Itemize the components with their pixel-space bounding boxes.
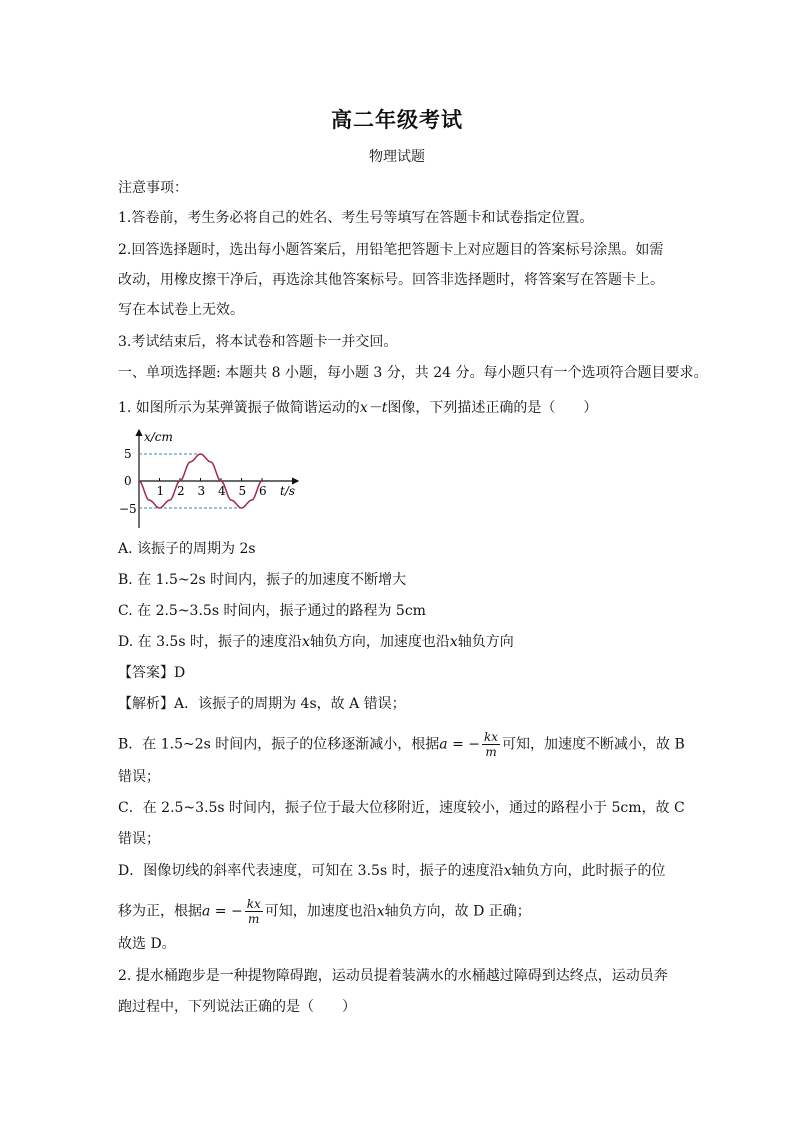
page-title: 高二年级考试 — [331, 107, 463, 132]
note-2-line-3: 写在本试卷上无效。 — [118, 302, 244, 318]
note-3: 3.考试结束后，将本试卷和答题卡一并交回。 — [118, 334, 398, 350]
q1-analysis-d-line1 — [118, 861, 665, 881]
q1-analysis-d-part3: 移为正，根据 — [118, 903, 202, 920]
notes-heading: 注意事项： — [118, 180, 188, 196]
y-tick-5: 5 — [124, 447, 132, 461]
formula-denominator: m — [485, 745, 497, 759]
var-x: x — [376, 903, 385, 920]
formula-numerator: kx — [484, 730, 499, 744]
section-heading: 一、单项选择题: 本题共 8 小题，每小题 3 分，共 24 分。每小题只有一个选项符合题目要求。 — [118, 365, 708, 381]
q1-analysis-d-part1: D．图像切线的斜率代表速度，可知在 3.5s 时，振子的速度沿 — [118, 863, 504, 879]
q1-option-a: A. 该振子的周期为 2s — [118, 541, 256, 557]
q1-analysis-c-line2: 错误； — [118, 831, 160, 847]
y-tick-0: 0 — [124, 474, 132, 488]
x-tick-label: 6 — [259, 484, 267, 498]
q1-stem — [118, 398, 597, 418]
formula-fraction — [482, 730, 500, 759]
q1-analysis-b-part1: B．在 1.5~2s 时间内，振子的位移逐渐减小，根据 — [118, 736, 440, 753]
q1-option-b: B. 在 1.5~2s 时间内，振子的加速度不断增大 — [118, 572, 407, 588]
q1-analysis-d-part4: 可知，加速度也沿 — [264, 903, 377, 920]
x-tick-label: 3 — [197, 484, 206, 498]
x-axis-label: t/s — [280, 484, 296, 498]
q1-analysis-d-line2 — [118, 897, 531, 926]
q2-line-2: 跑过程中，下列说法正确的是（ ） — [118, 999, 356, 1015]
formula-lhs: a = − — [202, 903, 243, 920]
q1-option-d-part3: 轴负方向 — [457, 634, 514, 650]
x-tick-label: 5 — [238, 484, 247, 498]
formula-numerator: kx — [246, 897, 261, 911]
q1-analysis-c-line1: C．在 2.5~3.5s 时间内，振子位于最大位移附近，速度较小，通过的路程小于 5cm，故 C — [118, 800, 685, 816]
q1-analysis-d-part2: 轴负方向，此时振子的位 — [511, 863, 666, 879]
q1-stem-var: x－t — [359, 400, 388, 416]
formula-lhs: a = − — [439, 736, 480, 753]
formula-denominator: m — [248, 912, 260, 926]
note-2-line-1: 2.回答选择题时，选出每小题答案后，用铅笔把答题卡上对应题目的答案标号涂黑。如需 — [118, 242, 664, 258]
q2-line-1: 2. 提水桶跑步是一种提物障碍跑，运动员提着装满水的水桶越过障碍到达终点，运动员奔 — [118, 968, 668, 984]
note-2-line-2: 改动，用橡皮擦干净后，再选涂其他答案标号。回答非选择题时，将答案写在答题卡上。 — [118, 272, 664, 288]
formula-fraction — [245, 897, 263, 926]
q1-analysis-b-line1 — [118, 730, 685, 759]
y-axis-label: x/cm — [144, 430, 173, 444]
x-tick-label: 4 — [218, 484, 226, 498]
var-x: x — [449, 634, 458, 650]
q1-analysis-b-line2: 错误； — [118, 769, 160, 785]
q1-stem-part1: 1. 如图所示为某弹簧振子做简谐运动的 — [118, 400, 360, 416]
var-x: x — [503, 863, 512, 879]
q1-option-d-part1: D. 在 3.5s 时，振子的速度沿 — [118, 634, 302, 650]
q1-option-d — [118, 632, 514, 652]
page-subtitle: 物理试题 — [369, 149, 425, 165]
q1-analysis-d-part5: 轴负方向，故 D 正确； — [384, 903, 531, 920]
q1-option-d-part2: 轴负方向，加速度也沿 — [309, 634, 450, 650]
q1-analysis-b-part2: 可知，加速度不断减小，故 B — [502, 736, 685, 753]
var-x: x — [301, 634, 310, 650]
x-tick-label: 2 — [177, 484, 185, 498]
q1-stem-part2: 图像，下列描述正确的是（ ） — [387, 400, 598, 416]
q1-option-c: C. 在 2.5~3.5s 时间内，振子通过的路程为 5cm — [118, 603, 426, 619]
q1-conclusion: 故选 D。 — [118, 936, 176, 952]
q1-answer: 【答案】D — [118, 665, 186, 681]
q1-xt-graph — [118, 428, 308, 532]
x-tick-label: 1 — [156, 484, 165, 498]
y-tick-neg5: −5 — [119, 502, 137, 516]
note-1: 1.答卷前，考生务必将自己的姓名、考生号等填写在答题卡和试卷指定位置。 — [118, 210, 594, 226]
q1-analysis-a: 【解析】A．该振子的周期为 4s，故 A 错误； — [118, 696, 406, 712]
